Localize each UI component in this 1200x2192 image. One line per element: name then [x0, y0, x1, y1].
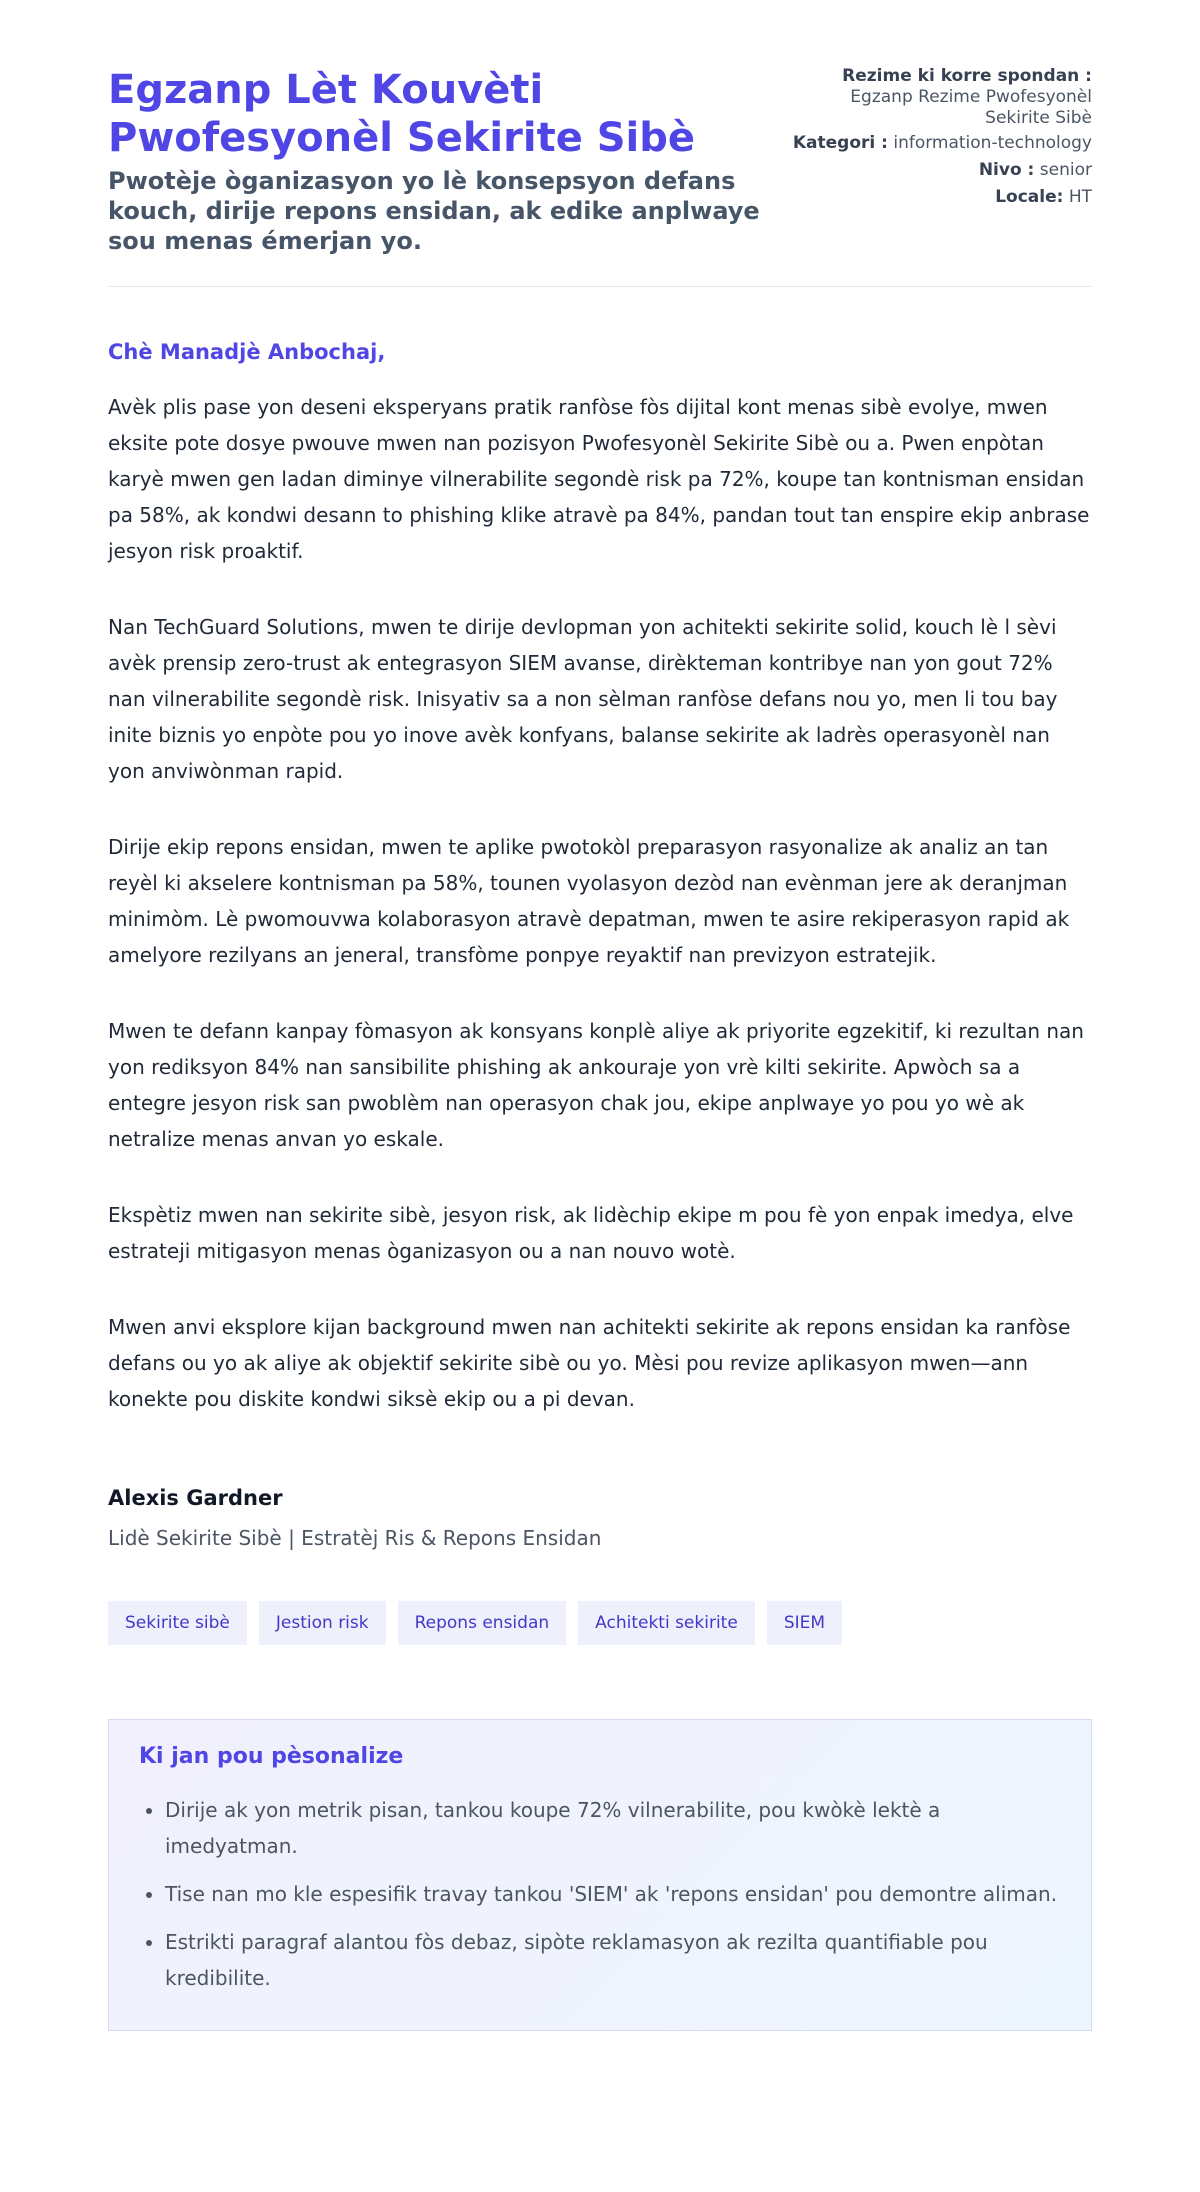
skill-tags	[108, 1601, 1092, 1645]
letter-paragraph: Dirije ekip repons ensidan, mwen te aplike pwotokòl preparasyon rasyonalize ak analiz an tan reyèl ki akselere kontnisman pa 58%, tounen vyolasyon dezòd nan evènman jere ak deranjman minimòm. Lè pwomouvwa kolaborasyon atravè depatman, mwen te asire rekiperasyon rapid ak amelyore rezilyans an jeneral, transfòme ponpye reyaktif nan previzyon estratejik.	[108, 835, 1070, 967]
letter-paragraph: Mwen te defann kanpay fòmasyon ak konsyans konplè aliye ak priyorite egzekitif, ki rezultan nan yon rediksyon 84% nan sansibilite phishing ak ankouraje yon vrè kilti sekirite. Apwòch sa a entegre jesyon risk san pwoblèm nan operasyon chak jou, ekipe anplwaye yo pou yo wè ak netralize menas anvan yo eskale.	[108, 1019, 1084, 1151]
letter-paragraph: Ekspètiz mwen nan sekirite sibè, jesyon risk, ak lidèchip ekipe m pou fè yon enpak imedya, elve estrateji mitigasyon menas òganizasyon ou a nan nouvo wotè.	[108, 1203, 1074, 1263]
signature-name: Alexis Gardner	[108, 1486, 283, 1510]
letter-paragraph: Avèk plis pase yon deseni eksperyans pratik ranfòse fòs dijital kont menas sibè evolye, mwen eksite pote dosye pwouve mwen nan pozisyon Pwofesyonèl Sekirite Sibè ou a. Pwen enpòtan karyè mwen gen ladan diminye vilnerabilite segondè risk pa 72%, koupe tan kontnisman ensidan pa 58%, ak kondwi desann to phishing klike atravè pa 84%, pandan tout tan enspire ekip anbrase jesyon risk proaktif.	[108, 395, 1090, 563]
document-header	[108, 0, 1092, 287]
skill-tag: Achitekti sekirite	[578, 1601, 755, 1645]
meta-category-label: Kategori :	[792, 133, 888, 153]
tip-item: • Dirije ak yon metrik pisan, tankou koupe 72% vilnerabilite, pou kwòkè lektè a imedyatman.	[165, 1792, 1061, 1864]
meta-category-value: information-technology	[893, 133, 1092, 153]
skill-tag: Sekirite sibè	[108, 1601, 247, 1645]
meta-resume-value: Egzanp Rezime Pwofesyonèl Sekirite Sibè	[850, 87, 1092, 128]
skill-tag: SIEM	[767, 1601, 842, 1645]
letter-paragraph: Nan TechGuard Solutions, mwen te dirije devlopman yon achitekti sekirite solid, kouch lè l sèvi avèk prensip zero-trust ak entegrasyon SIEM avanse, dirèkteman kontribye nan yon gout 72% nan vilnerabilite segondè risk. Inisyativ sa a non sèlman ranfòse defans nou yo, men li tou bay inite biznis yo enpòte pou yo inove avèk konfyans, balanse sekirite ak ladrès operasyonèl nan yon anviwònman rapid.	[108, 615, 1058, 783]
customization-tips-box	[108, 1719, 1092, 2031]
letter-paragraph: Mwen anvi eksplore kijan background mwen nan achitekti sekirite ak repons ensidan ka ranfòse defans ou yo ak aliye ak objektif sekirite sibè ou yo. Mèsi pou revize aplikasyon mwen—ann konekte pou diskite kondwi siksè ekip ou a pi devan.	[108, 1315, 1071, 1411]
metadata-panel	[792, 66, 1092, 214]
signature-title: Lidè Sekirite Sibè | Estratèj Ris & Repons Ensidan	[108, 1526, 602, 1550]
page-subtitle: Pwotèje òganizasyon yo lè konsepsyon defans kouch, dirije repons ensidan, ak edike anplwaye sou menas émerjan yo.	[108, 167, 760, 255]
letter-greeting: Chè Manadjè Anbochaj,	[108, 340, 386, 364]
meta-locale-label: Locale:	[995, 187, 1064, 207]
tips-title: Ki jan pou pèsonalize	[139, 1744, 404, 1769]
meta-level-value: senior	[1039, 160, 1092, 180]
tips-list	[139, 1792, 1061, 1996]
meta-level	[792, 160, 1092, 181]
meta-level-label: Nivo :	[978, 160, 1035, 180]
skill-tag: Jestion risk	[259, 1601, 386, 1645]
letter-body	[108, 389, 1092, 1417]
meta-resume-label: Rezime ki korre spondan :	[842, 66, 1092, 86]
tip-item: • Tise nan mo kle espesifik travay tankou 'SIEM' ak 'repons ensidan' pou demontre aliman.	[165, 1876, 1061, 1912]
meta-category	[792, 133, 1092, 154]
tip-item: • Estrikti paragraf alantou fòs debaz, sipòte reklamasyon ak rezilta quantifiable pou kredibilite.	[165, 1924, 1061, 1996]
page-title: Egzanp Lèt Kouvèti Pwofesyonèl Sekirite Sibè	[108, 67, 696, 161]
meta-locale-value: HT	[1068, 187, 1092, 207]
meta-locale	[792, 187, 1092, 208]
meta-resume	[792, 66, 1092, 129]
skill-tag: Repons ensidan	[398, 1601, 567, 1645]
